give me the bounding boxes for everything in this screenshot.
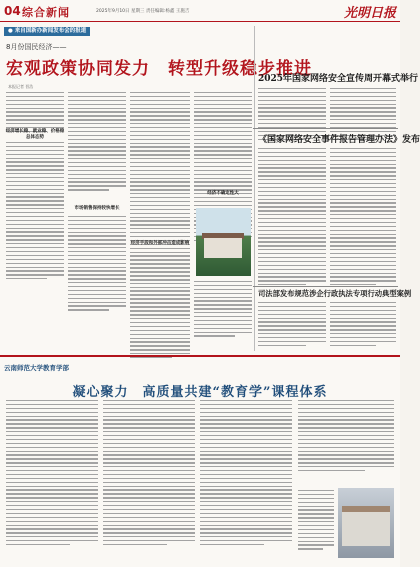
lead-kicker: ● 来自国新办新闻发布会的报道	[4, 27, 90, 36]
masthead-logo: 光明日报	[343, 6, 396, 21]
lead-headline: 宏观政策协同发力 转型升级稳步推进	[6, 59, 312, 79]
feature-label: 云南师范大学教育学部	[4, 364, 69, 372]
feature-column-2	[103, 400, 195, 545]
story-separator	[253, 286, 398, 287]
feature-photo	[338, 488, 394, 558]
story2-headline: 《国家网络安全事件报告管理办法》发布	[258, 135, 420, 145]
page-header	[0, 0, 400, 22]
story-separator	[253, 128, 398, 129]
campus-photo	[196, 208, 251, 276]
page-number: 04	[4, 4, 21, 18]
section-title: 综合新闻	[22, 6, 70, 19]
lead-byline: 本报记者 晋浩	[8, 84, 34, 89]
feature-column-4b	[298, 490, 334, 550]
story3-column-2	[330, 302, 396, 346]
story1-headline: 2025年国家网络安全宣传周开幕式举行	[258, 74, 419, 84]
feature-column-1	[6, 400, 98, 545]
story3-headline: 司法部发布规范涉企行政执法专项行动典型案例	[258, 289, 412, 298]
lead-column-3b	[130, 252, 190, 358]
lead-column-1b	[6, 142, 64, 279]
lead-subtitle: 8月份国民经济——	[6, 43, 67, 51]
lead-column-1	[6, 92, 64, 132]
lead-subhead-1: 经济增长稳、就业稳、价格稳总体态势	[5, 129, 65, 140]
feature-column-4	[298, 400, 394, 471]
date-line: 2025年9月10日 星期三 责任编辑:杨鑫 王施吉	[96, 9, 190, 14]
feature-column-3	[200, 400, 292, 545]
story3-column-1	[258, 302, 326, 346]
lead-column-2	[68, 92, 126, 191]
feature-headline: 凝心聚力 高质量共建“教育学”课程体系	[72, 385, 328, 400]
lead-subhead-4: 经济手段和外部冲击造成影响	[130, 241, 190, 246]
lead-column-2b	[68, 216, 126, 311]
lead-subhead-3: 经济不确定性大	[207, 191, 239, 196]
lead-subhead-2: 市场销售保持较快增长	[74, 206, 120, 211]
story2-column-2	[330, 148, 396, 285]
column-divider	[254, 26, 255, 351]
lead-column-4b	[194, 281, 252, 337]
story2-column-1	[258, 148, 326, 285]
